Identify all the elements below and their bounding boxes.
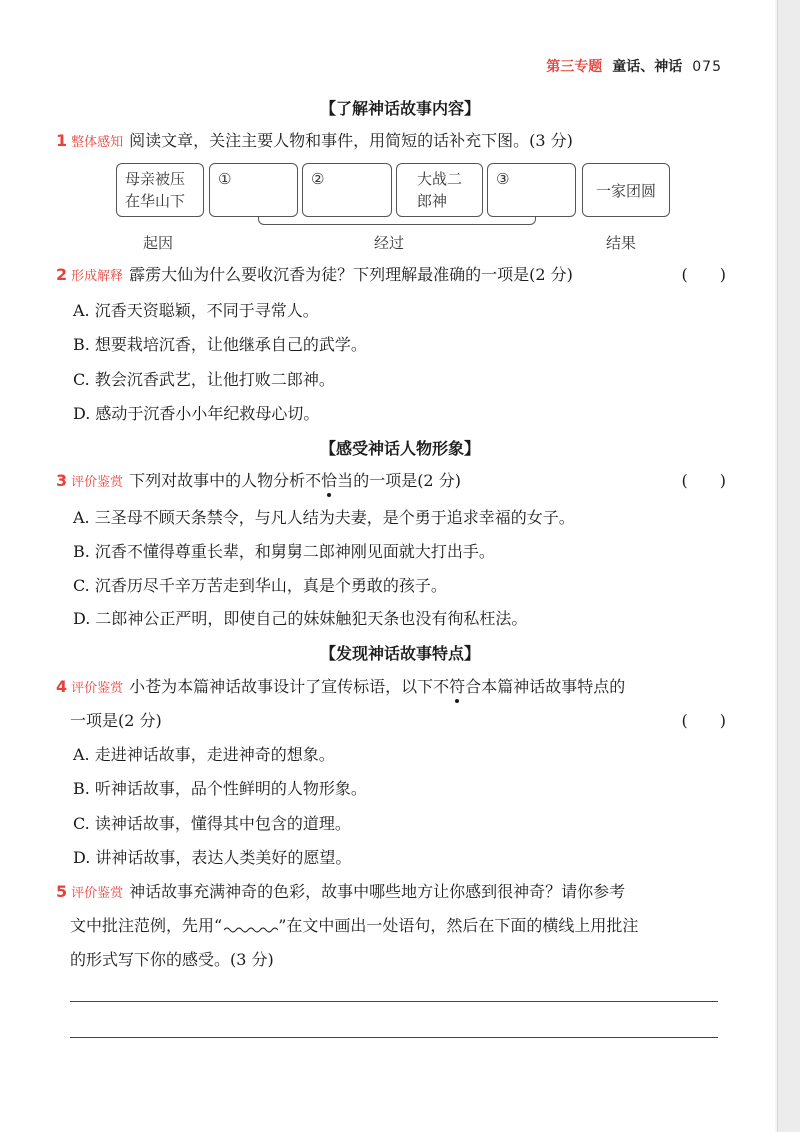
section-title-2: 【感受神话人物形象】 <box>319 439 480 458</box>
question-tag: 形成解释 <box>71 269 124 284</box>
question-number: 1 <box>56 131 68 150</box>
flow-box-blank-2[interactable] <box>302 163 392 217</box>
blank-marker: ③ <box>496 170 510 188</box>
question-tag: 评价鉴赏 <box>71 681 124 696</box>
question-text-end: 的一项是(2 分) <box>353 471 461 490</box>
question-number: 2 <box>56 265 68 284</box>
question-text: 小苍为本篇神话故事设计了宣传标语，以下 <box>129 677 434 696</box>
question-5 <box>56 881 726 905</box>
page-edge <box>777 0 800 1132</box>
question-number: 5 <box>56 882 68 901</box>
answer-line-1[interactable] <box>70 1001 718 1002</box>
question-text: 的形式写下你的感受。(3 分) <box>70 950 274 969</box>
question-number: 3 <box>56 471 68 490</box>
question-text: 文中批注范例，先用“ <box>70 916 223 935</box>
option-d: D. 讲神话故事，表达人类美好的愿望。 <box>73 848 352 867</box>
question-5-line-2 <box>70 915 726 937</box>
question-tag: 评价鉴赏 <box>71 886 124 901</box>
option-a: A. 三圣母不顾天条禁令，与凡人结为夫妻，是个勇于追求幸福的女子。 <box>73 508 575 527</box>
topic-label: 童话、神话 <box>612 59 683 75</box>
question-5-line-3 <box>70 949 726 971</box>
option-c: C. 读神话故事，懂得其中包含的道理。 <box>73 814 351 833</box>
box-text: 母亲被压 在华山下 <box>125 170 186 210</box>
option-b: B. 听神话故事，品个性鲜明的人物形象。 <box>73 779 367 798</box>
blank-marker: ① <box>218 170 232 188</box>
question-text: 霹雳大仙为什么要收沉香为徒？下列理解最准确的一项是(2 分) <box>129 265 573 284</box>
option-a: A. 走进神话故事，走进神奇的想象。 <box>73 745 335 764</box>
option-d: D. 感动于沉香小小年纪救母心切。 <box>73 404 320 423</box>
question-text: 一项是(2 分) <box>70 711 162 730</box>
page-number: 075 <box>692 59 722 75</box>
question-text: 阅读文章，关注主要人物和事件，用简短的话补充下图。(3 分) <box>129 131 573 150</box>
wavy-underline-icon <box>222 921 278 933</box>
emphasis-text: 不符合 <box>433 677 482 696</box>
question-2 <box>56 264 726 288</box>
question-3 <box>56 470 726 494</box>
section-title-1: 【了解神话故事内容】 <box>319 99 480 118</box>
flow-box-blank-3[interactable] <box>487 163 576 217</box>
question-text: ”在文中画出一处语句，然后在下面的横线上用批注 <box>278 916 639 935</box>
running-header <box>546 56 722 76</box>
answer-line-2[interactable] <box>70 1037 718 1038</box>
question-text: 神话故事充满神奇的色彩，故事中哪些地方让你感到很神奇？请你参考 <box>129 882 626 901</box>
unit-label: 第三专题 <box>546 59 603 75</box>
option-a: A. 沉香天资聪颖，不同于寻常人。 <box>73 301 319 320</box>
answer-parentheses[interactable]: ( ) <box>681 471 726 490</box>
option-b: B. 想要栽培沉香，让他继承自己的武学。 <box>73 335 367 354</box>
question-text: 下列对故事中的人物分析 <box>129 471 306 490</box>
label-cause: 起因 <box>143 234 174 252</box>
option-b: B. 沉香不懂得尊重长辈，和舅舅二郎神刚见面就大打出手。 <box>73 542 495 561</box>
question-1 <box>56 130 726 154</box>
box-text: 大战二 郎神 <box>417 170 463 210</box>
option-c: C. 教会沉香武艺，让他打败二郎神。 <box>73 370 335 389</box>
question-tag: 整体感知 <box>71 135 124 150</box>
answer-parentheses[interactable]: ( ) <box>681 711 726 730</box>
question-text-end: 本篇神话故事特点的 <box>481 677 626 696</box>
emphasis-text: 不恰当 <box>305 471 354 490</box>
flow-box-blank-1[interactable] <box>209 163 298 217</box>
flow-box-battle <box>396 163 483 217</box>
option-d: D. 二郎神公正严明，即使自己的妹妹触犯天条也没有徇私枉法。 <box>73 609 528 628</box>
question-4 <box>56 676 726 700</box>
question-number: 4 <box>56 677 68 696</box>
answer-parentheses[interactable]: ( ) <box>681 265 726 284</box>
option-c: C. 沉香历尽千辛万苦走到华山，真是个勇敢的孩子。 <box>73 576 447 595</box>
flow-box-result <box>582 163 670 217</box>
section-title-3: 【发现神话故事特点】 <box>319 644 480 663</box>
process-bracket <box>258 217 536 225</box>
question-tag: 评价鉴赏 <box>71 475 124 490</box>
label-result: 结果 <box>606 234 637 252</box>
question-4-line-2 <box>70 710 726 732</box>
flow-box-cause <box>116 163 204 217</box>
label-process: 经过 <box>374 234 405 252</box>
box-text: 一家团圆 <box>595 182 656 200</box>
blank-marker: ② <box>311 170 325 188</box>
